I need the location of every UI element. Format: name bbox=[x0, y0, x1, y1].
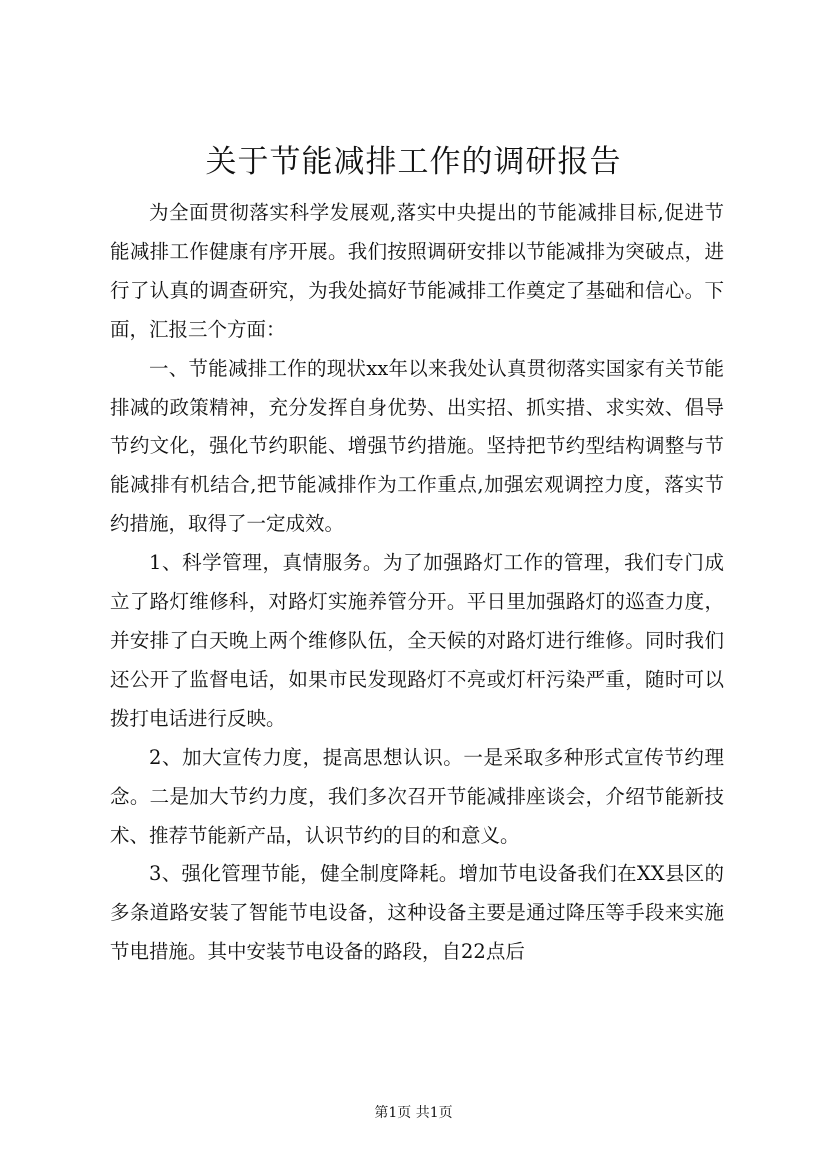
page-footer: 第1页 共1页 bbox=[374, 1105, 453, 1121]
document-body bbox=[110, 194, 724, 972]
paragraph-item-2: 2、加大宣传力度，提高思想认识。一是采取多种形式宣传节约理念。二是加大节约力度，我们多次召开节能减排座谈会，介绍节能新技术、推荐节能新产品，认识节约的目的和意义。 bbox=[110, 745, 724, 847]
paragraph-section-1: 一、节能减排工作的现状xx年以来我处认真贯彻落实国家有关节能排减的政策精神，充分发挥自身优势、出实招、抓实措、求实效、倡导节约文化，强化节约职能、增强节约措施。坚持把节约型结构调整与节能减排有机结合,把节能减排作为工作重点,加强宏观调控力度，落实节约措施，取得了一定成效。 bbox=[110, 356, 724, 536]
paragraph-item-3: 3、强化管理节能，健全制度降耗。增加节电设备我们在XX县区的多条道路安装了智能节电设备，这种设备主要是通过降压等手段来实施节电措施。其中安装节电设备的路段，自22点后 bbox=[110, 862, 724, 964]
paragraph-item-1: 1、科学管理，真情服务。为了加强路灯工作的管理，我们专门成立了路灯维修科，对路灯实施养管分开。平日里加强路灯的巡查力度，并安排了白天晚上两个维修队伍，全天候的对路灯进行维修。同时我们还公开了监督电话，如果市民发现路灯不亮或灯杆污染严重，随时可以拨打电话进行反映。 bbox=[110, 551, 724, 730]
document-title: 关于节能减排工作的调研报告 bbox=[205, 144, 622, 180]
paragraph-intro: 为全面贯彻落实科学发展观,落实中央提出的节能减排目标,促进节能减排工作健康有序开展。我们按照调研安排以节能减排为突破点，进行了认真的调查研究，为我处搞好节能减排工作奠定了基础和信心。下面，汇报三个方面： bbox=[110, 201, 724, 341]
